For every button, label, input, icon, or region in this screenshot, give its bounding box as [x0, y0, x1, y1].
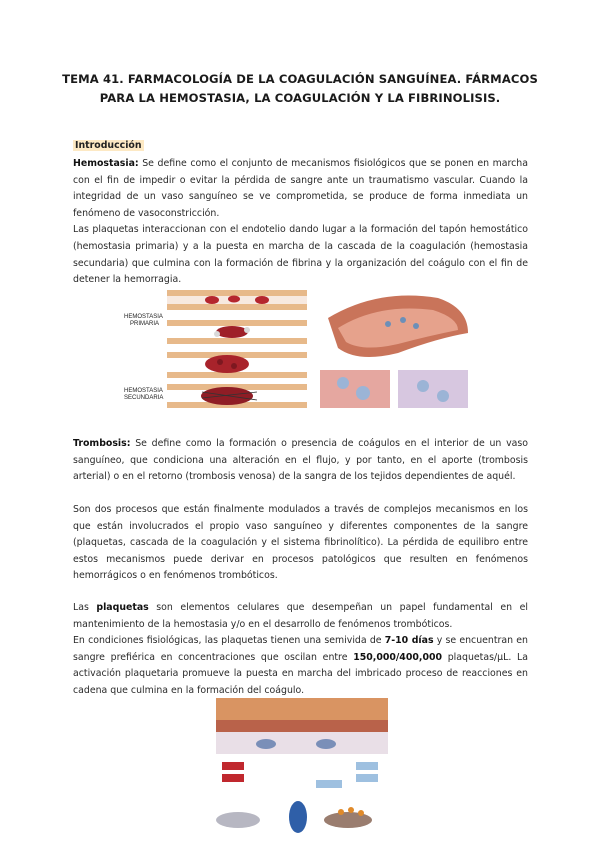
paragraph-plaquetas-endotelio: Las plaquetas interaccionan con el endotelio dando lugar a la formación del tapón hemostático (hemostasia primaria) y a la puesta en marcha de la cascada de la coagulación (hemostasia secundaria) que culmina con la formación de fibrina y la organización del coágulo con el fin de detener la hemorragia.	[73, 224, 528, 286]
section-heading-introduccion: Introducción	[75, 140, 142, 151]
figure-platelet-activation	[206, 692, 396, 842]
plaquetas-concentration: 150,000/400,000	[353, 651, 443, 663]
stage-3	[167, 352, 307, 378]
label-hemostasia-primaria-1: HEMOSTASIA	[124, 314, 163, 320]
plaquetas-post: son elementos celulares que desempeñan un papel fundamental en el mantenimiento de la hemostasia y/o en el desarrollo de fenómenos trombóticos.	[73, 602, 528, 630]
figure-vessel-platelets	[318, 278, 472, 412]
plaquetas-para2-mid: y se encuentran en sangre prefiérica en concentraciones que oscilan entre	[73, 635, 528, 663]
paragraph-trombosis	[73, 436, 528, 486]
figure-hemostasia-stages	[122, 288, 312, 410]
paragraph-hemostasia	[73, 156, 528, 289]
plaquetas-pre: Las	[73, 602, 97, 613]
hemostasia-definition: Se define como el conjunto de mecanismos fisiológicos que se ponen en marcha con el fin de impedir o evitar la pérdida de sangre ante un traumatismo vascular. Cuando la integridad de un vaso sanguíneo se ve comprometida, se produce de forma inmediata un fenómeno de vasoconstricción.	[73, 158, 528, 219]
plaquetas-para2-pre: En condiciones fisiológicas, las plaquetas tienen una semivida de	[73, 635, 385, 647]
stage-2	[167, 320, 307, 344]
plaquetas-para2-post: plaquetas/µL. La activación plaquetaria promueve la puesta en marcha del imbricado proceso de reacciones en cadena que culmina en la formación del coágulo.	[73, 651, 528, 696]
term-plaquetas: plaquetas	[96, 602, 149, 613]
paragraph-procesos: Son dos procesos que están finalmente modulados a través de complejos mecanismos en los que están involucrados el propio vaso sanguíneo y diferentes componentes de la sangre (plaquetas, cascada de la coagulación y el sistema fibrinolítico). La pérdida de equilibro entre estos mecanismos puede derivar en procesos patológicos que resulten en fenómenos hemorrágicos o en fenómenos trombóticos.	[73, 504, 528, 582]
paragraph-plaquetas	[73, 600, 528, 700]
plaquetas-days: 7-10 días	[384, 635, 434, 647]
term-hemostasia: Hemostasia:	[73, 158, 139, 169]
title-line-2: PARA LA HEMOSTASIA, LA COAGULACIÓN Y LA FIBRINOLISIS.	[99, 91, 501, 105]
label-hemostasia-secundaria-1: HEMOSTASIA	[124, 388, 163, 394]
trombosis-definition: Se define como la formación o presencia de coágulos en el interior de un vaso sanguíneo, que condiciona una alteración en el flujo, y por tanto, en el aporte (trombosis arterial) o en el retorno (trombosis venosa) de la sangra de los tejidos dependientes de aquél.	[73, 438, 528, 483]
term-trombosis: Trombosis:	[73, 438, 131, 449]
stage-4	[167, 384, 307, 408]
page-title	[60, 70, 540, 108]
label-hemostasia-primaria-2: PRIMARIA	[130, 321, 160, 327]
label-hemostasia-secundaria-2: SECUNDARIA	[124, 395, 164, 401]
stage-1	[167, 290, 307, 310]
title-line-1: TEMA 41. FARMACOLOGÍA DE LA COAGULACIÓN SANGUÍNEA. FÁRMACOS	[62, 72, 538, 86]
